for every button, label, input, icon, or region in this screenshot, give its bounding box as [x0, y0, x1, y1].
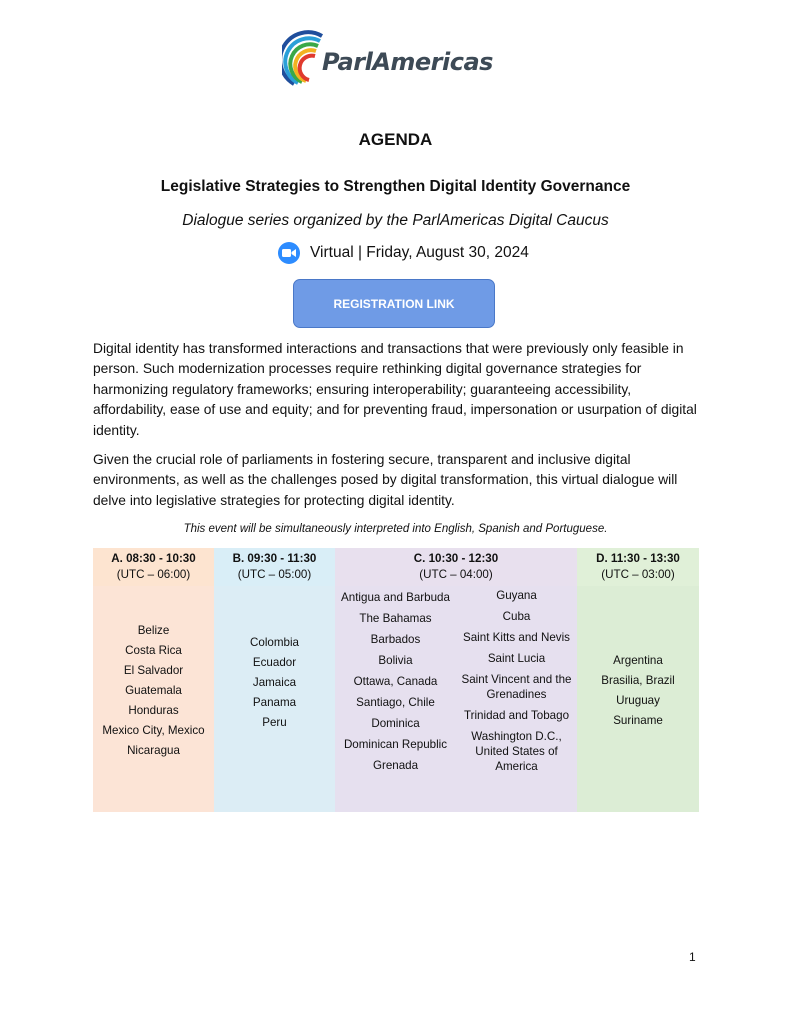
place-item: Dominica [371, 717, 420, 730]
place-item: Uruguay [616, 694, 660, 707]
place-item: Panama [252, 696, 297, 709]
page-number: 1 [689, 950, 696, 964]
zone-a-places [93, 586, 214, 812]
place-item: Mexico City, Mexico [102, 724, 205, 737]
place-item: Ottawa, Canada [353, 675, 438, 688]
zone-a-time: A. 08:30 - 10:30 [111, 552, 196, 565]
registration-link-button[interactable]: REGISTRATION LINK [293, 279, 495, 328]
place-item: Dominican Republic [343, 738, 448, 751]
place-item: Santiago, Chile [356, 696, 435, 709]
zone-b-header [214, 548, 335, 586]
zone-d-places [577, 586, 699, 812]
place-item: Trinidad and Tobago [463, 709, 570, 722]
zone-c-utc: (UTC – 04:00) [419, 568, 493, 581]
place-item: The Bahamas [359, 612, 432, 625]
place-item: Grenada [372, 759, 419, 772]
place-item: Guyana [496, 589, 537, 602]
zone-c-header [335, 548, 577, 586]
place-item: Antigua and Barbuda [341, 591, 450, 604]
place-item: Barbados [370, 633, 421, 646]
place-item: Saint Vincent and the Grenadines [461, 673, 572, 701]
context-paragraph: Given the crucial role of parliaments in fostering secure, transparent and inclusive digital environments, as well as the challenges posed by digital transformation, this virtual dialogue will delve into legislative strategies for protecting digital identity. [93, 452, 678, 508]
event-date-line [278, 240, 529, 266]
zone-d-time: D. 11:30 - 13:30 [596, 552, 680, 565]
place-item: Ecuador [252, 656, 297, 669]
zone-c-time: C. 10:30 - 12:30 [413, 552, 499, 565]
zone-c-places [335, 586, 577, 812]
place-item: El Salvador [123, 664, 184, 677]
place-item: Honduras [128, 704, 179, 717]
zone-b-utc: (UTC – 05:00) [237, 568, 312, 581]
place-item: Brasilia, Brazil [601, 674, 675, 687]
zone-d-utc: (UTC – 03:00) [601, 568, 675, 581]
schedule-header-row [93, 548, 699, 586]
event-date-text: Virtual | Friday, August 30, 2024 [310, 244, 529, 261]
place-item: Peru [262, 716, 287, 729]
zone-a-utc: (UTC – 06:00) [116, 568, 191, 581]
interpretation-note: This event will be simultaneously interpreted into English, Spanish and Portuguese. [183, 523, 608, 535]
place-item: Nicaragua [127, 744, 180, 757]
schedule-table [93, 548, 699, 812]
event-subtitle: Dialogue series organized by the ParlAmericas Digital Caucus [182, 212, 609, 229]
place-item: Costa Rica [125, 644, 182, 657]
zone-b-time: B. 09:30 - 11:30 [232, 552, 317, 565]
agenda-heading: AGENDA [358, 130, 433, 149]
place-item: Belize [137, 624, 170, 637]
place-item: Jamaica [252, 676, 297, 689]
place-item: Argentina [613, 654, 663, 667]
place-item: Washington D.C., United States of America [471, 730, 562, 773]
place-item: Guatemala [125, 684, 182, 697]
place-item: Colombia [250, 636, 299, 649]
zone-c-places-right [456, 586, 577, 780]
zone-c-places-left [335, 586, 456, 780]
intro-paragraph: Digital identity has transformed interactions and transactions that were previously only feasible in person. Such modernization processes require rethinking digital governance strategies for harmonizing regulatory frameworks; ensuring interoperability; guaranteeing accessibility, affordability, ease of use and equity; and for preventing fraud, impersonation or usurpation of digital identity. [93, 341, 697, 438]
video-camera-icon [278, 242, 300, 264]
place-item: Suriname [613, 714, 663, 727]
place-item: Bolivia [378, 654, 413, 667]
zone-d-header [577, 548, 699, 586]
logo-text: ParlAmericas [322, 48, 493, 76]
parlamericas-logo [282, 28, 512, 92]
schedule-places-row [93, 586, 699, 812]
zone-b-places [214, 586, 335, 812]
place-item: Cuba [502, 610, 531, 623]
place-item: Saint Kitts and Nevis [463, 631, 570, 644]
event-title: Legislative Strategies to Strengthen Digital Identity Governance [160, 178, 631, 195]
place-item: Saint Lucia [487, 652, 546, 665]
zone-a-header [93, 548, 214, 586]
